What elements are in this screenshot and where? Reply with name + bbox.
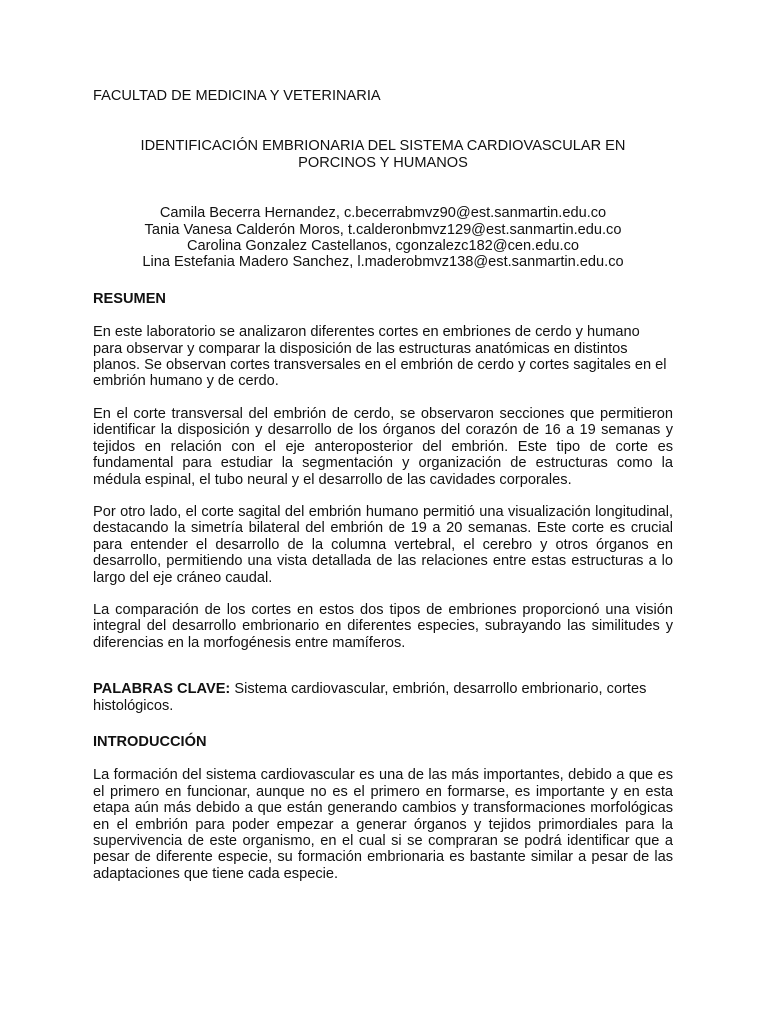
keywords-paragraph xyxy=(93,681,673,714)
title-line-2: PORCINOS Y HUMANOS xyxy=(298,154,468,171)
author-list xyxy=(93,205,673,271)
resumen-paragraph: En el corte transversal del embrión de cerdo, se observaron secciones que permitieron identificar la disposición y desarrollo de los órganos del corazón de 16 a 19 semanas y tejidos en relación con el eje anteroposterior del embrión. Este tipo de corte es fundamental para estudiar la segmentación y organización de estructuras como la médula espinal, el tubo neural y el desarrollo de las cavidades corporales. xyxy=(93,405,673,488)
title-line-1: IDENTIFICACIÓN EMBRIONARIA DEL SISTEMA CARDIOVASCULAR EN xyxy=(140,138,626,155)
resumen-paragraph: La comparación de los cortes en estos dos tipos de embriones proporcionó una visión integral del desarrollo embrionario en diferentes especies, subrayando las similitudes y diferencias en la morfogénesis entre mamíferos. xyxy=(93,601,673,651)
document-page xyxy=(93,88,673,882)
resumen-paragraph: En este laboratorio se analizaron diferentes cortes en embriones de cerdo y humano para observar y comparar la disposición de las estructuras anatómicas en distintos planos. Se observan cortes transversales en el embrión de cerdo y cortes sagitales en el embrión humano y de cerdo. xyxy=(93,324,667,390)
keywords-text: Sistema cardiovascular, embrión, desarrollo embrionario, cortes histológicos. xyxy=(93,681,647,714)
author-line: Camila Becerra Hernandez, c.becerrabmvz90@est.sanmartin.edu.co xyxy=(159,205,607,222)
faculty-name: FACULTAD DE MEDICINA Y VETERINARIA xyxy=(93,88,381,104)
author-line: Lina Estefania Madero Sanchez, l.maderobmvz138@est.sanmartin.edu.co xyxy=(142,254,624,271)
resumen-paragraph: Por otro lado, el corte sagital del embrión humano permitió una visualización longitudinal, destacando la simetría bilateral del embrión de 19 a 20 semanas. Este corte es crucial para entender el desarrollo de la columna vertebral, el cerebro y otros órganos en desarrollo, permitiendo una vista detallada de las relaciones entre estas estructuras a lo largo del eje cráneo caudal. xyxy=(93,503,673,586)
introduccion-heading: INTRODUCCIÓN xyxy=(93,733,207,750)
introduccion-paragraph: La formación del sistema cardiovascular es una de las más importantes, debido a que es el primero en funcionar, aunque no es el primero en formarse, es importante y en esta etapa aún más debido a que están generando cambios y transformaciones morfológicas en el embrión para poder empezar a generar órganos y tejidos primordiales para la supervivencia de este organismo, en el cual si se compraran se podrá identificar que a pesar de diferente especie, su formación embrionaria es bastante similar a pesar de las adaptaciones que tiene cada especie. xyxy=(93,767,673,882)
resumen-heading: RESUMEN xyxy=(93,290,166,307)
document-title xyxy=(93,138,673,171)
author-line: Carolina Gonzalez Castellanos, cgonzalezc182@cen.edu.co xyxy=(186,238,580,255)
author-line: Tania Vanesa Calderón Moros, t.calderonbmvz129@est.sanmartin.edu.co xyxy=(144,221,622,238)
keywords-label: PALABRAS CLAVE: xyxy=(93,681,231,698)
